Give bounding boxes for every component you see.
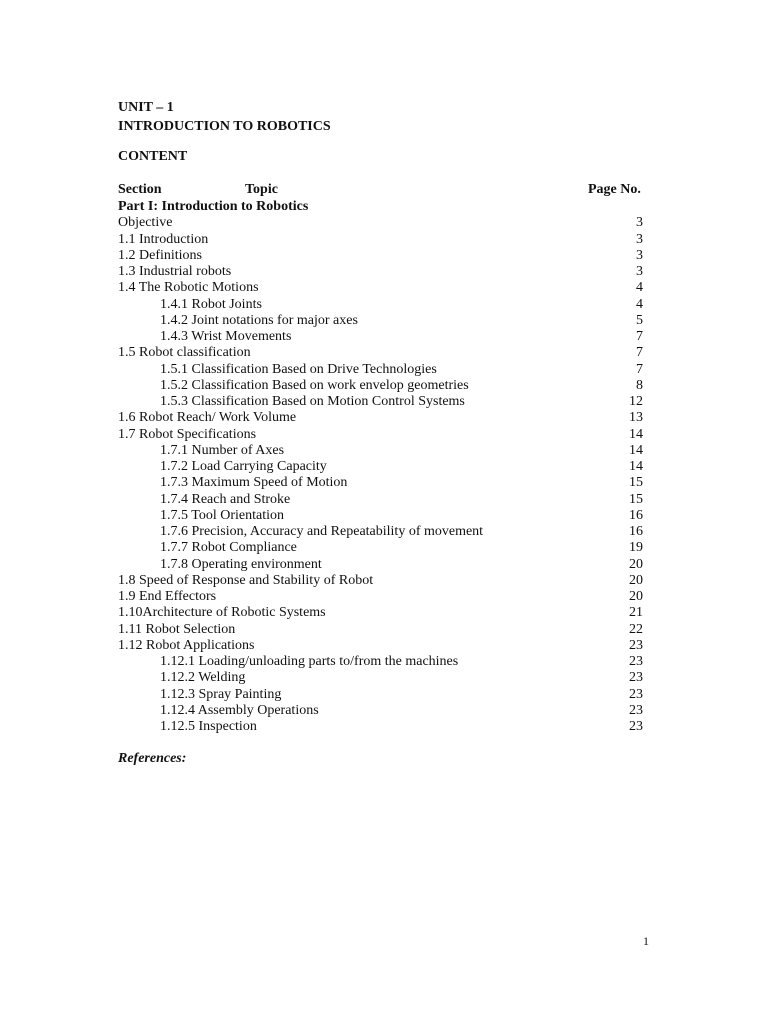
- toc-entry-page: 23: [629, 719, 643, 734]
- toc-entry-page: 23: [629, 670, 643, 686]
- toc-entry-page: 8: [636, 377, 643, 393]
- toc-entry-title: 1.1 Introduction: [118, 231, 209, 247]
- toc-entry: [118, 280, 643, 296]
- toc-entry: [118, 410, 643, 426]
- toc-entry-title: 1.6 Robot Reach/ Work Volume: [118, 410, 297, 426]
- toc-entry: [118, 589, 643, 605]
- toc-entry-title: 1.4.1 Robot Joints: [160, 296, 262, 312]
- toc-entry-title: Part I: Introduction to Robotics: [118, 199, 309, 214]
- toc-entry: [118, 394, 643, 410]
- page-number: 1: [643, 934, 649, 948]
- toc-entry-title: 1.12.3 Spray Painting: [160, 686, 282, 702]
- toc-entry-page: 3: [636, 264, 643, 279]
- toc-entry: [118, 670, 643, 686]
- toc-entry-title: 1.4.2 Joint notations for major axes: [160, 312, 358, 328]
- toc-entry: [118, 264, 643, 280]
- toc-entry-title: 1.10Architecture of Robotic Systems: [118, 605, 326, 621]
- toc-entry-page: 4: [636, 296, 643, 312]
- document-title: INTRODUCTION TO ROBOTICS: [118, 119, 331, 134]
- toc-entry: [118, 378, 643, 394]
- toc-entry-page: 15: [629, 475, 643, 491]
- toc-entry: [118, 297, 643, 313]
- toc-entry: [118, 215, 643, 231]
- toc-entry: [118, 573, 643, 589]
- toc-entry-title: 1.3 Industrial robots: [118, 264, 232, 279]
- toc-entry: [118, 459, 643, 475]
- references-label: References:: [118, 751, 187, 766]
- toc-entry: [118, 345, 643, 361]
- section-column-header: Section: [118, 182, 162, 197]
- toc-entry-page: 7: [636, 361, 643, 377]
- toc-entry: [118, 362, 643, 378]
- toc-entry-page: 20: [629, 589, 643, 604]
- table-of-contents: [118, 199, 643, 735]
- toc-entry-title: Objective: [118, 215, 173, 231]
- toc-entry-title: 1.7.5 Tool Orientation: [160, 507, 284, 523]
- toc-entry-title: 1.8 Speed of Response and Stability of Robot: [118, 572, 374, 588]
- toc-entry: [118, 687, 643, 703]
- heading-block: [118, 98, 331, 136]
- toc-entry-page: 14: [629, 459, 643, 474]
- toc-entry-title: 1.5 Robot classification: [118, 345, 251, 361]
- toc-entry: [118, 329, 643, 345]
- toc-entry-title: 1.7 Robot Specifications: [118, 426, 257, 442]
- toc-entry: [118, 703, 643, 719]
- topic-column-header: Topic: [245, 182, 278, 197]
- toc-entry-page: 23: [629, 637, 643, 653]
- unit-label: UNIT – 1: [118, 100, 174, 115]
- toc-entry-title: 1.5.3 Classification Based on Motion Control Systems: [160, 394, 465, 409]
- toc-entry-page: 15: [629, 491, 643, 507]
- toc-entry-title: 1.7.7 Robot Compliance: [160, 540, 297, 556]
- toc-entry: [118, 540, 643, 556]
- toc-entry-title: 1.7.8 Operating environment: [160, 556, 322, 572]
- toc-entry-title: 1.9 End Effectors: [118, 589, 217, 604]
- toc-entry-page: 13: [629, 410, 643, 426]
- toc-entry: [118, 427, 643, 443]
- toc-entry-title: 1.5.2 Classification Based on work envelop geometries: [160, 377, 469, 393]
- toc-entry-page: 20: [629, 572, 643, 588]
- toc-entry: [118, 248, 643, 264]
- toc-entry-page: 23: [629, 654, 643, 669]
- toc-entry-page: 16: [629, 507, 643, 523]
- toc-entry-title: 1.11 Robot Selection: [118, 621, 236, 637]
- toc-entry-title: 1.7.6 Precision, Accuracy and Repeatability of movement: [160, 524, 484, 539]
- toc-entry-page: 7: [636, 329, 643, 344]
- toc-entry: [118, 313, 643, 329]
- toc-entry-page: 4: [636, 280, 643, 296]
- toc-entry-page: 5: [636, 312, 643, 328]
- toc-entry-page: 21: [629, 605, 643, 621]
- toc-entry: [118, 719, 643, 735]
- toc-entry: [118, 654, 643, 670]
- toc-entry-title: 1.7.2 Load Carrying Capacity: [160, 459, 327, 474]
- toc-entry: [118, 492, 643, 508]
- toc-part-heading: [118, 199, 643, 215]
- toc-entry-page: 23: [629, 702, 643, 718]
- toc-entry-page: 16: [629, 524, 643, 539]
- toc-entry-page: 14: [629, 442, 643, 458]
- toc-entry-page: 20: [629, 556, 643, 572]
- toc-entry-page: 7: [636, 345, 643, 361]
- content-label: CONTENT: [118, 149, 188, 164]
- toc-entry: [118, 605, 643, 621]
- toc-entry: [118, 622, 643, 638]
- toc-entry-title: 1.12 Robot Applications: [118, 637, 255, 653]
- toc-entry-title: 1.4 The Robotic Motions: [118, 280, 259, 296]
- toc-entry-page: 12: [629, 394, 643, 409]
- toc-entry-page: 22: [629, 621, 643, 637]
- toc-entry: [118, 232, 643, 248]
- toc-entry-title: 1.7.1 Number of Axes: [160, 442, 285, 458]
- toc-entry: [118, 475, 643, 491]
- toc-entry-title: 1.4.3 Wrist Movements: [160, 329, 292, 344]
- toc-entry: [118, 443, 643, 459]
- toc-entry: [118, 638, 643, 654]
- page-column-header: Page No.: [588, 182, 641, 197]
- toc-entry: [118, 524, 643, 540]
- toc-entry-title: 1.2 Definitions: [118, 247, 202, 263]
- toc-entry-title: 1.12.5 Inspection: [160, 719, 257, 734]
- toc-entry: [118, 557, 643, 573]
- toc-entry-page: 19: [629, 540, 643, 556]
- toc-entry-page: 3: [636, 215, 643, 231]
- toc-entry-title: 1.12.1 Loading/unloading parts to/from the machines: [160, 654, 459, 669]
- toc-entry-title: 1.7.3 Maximum Speed of Motion: [160, 475, 348, 491]
- toc-entry-page: 3: [636, 247, 643, 263]
- toc-entry-page: 3: [636, 231, 643, 247]
- toc-entry-page: 23: [629, 686, 643, 702]
- toc-entry-title: 1.12.2 Welding: [160, 670, 246, 686]
- toc-entry-page: 14: [629, 426, 643, 442]
- toc-entry-title: 1.5.1 Classification Based on Drive Technologies: [160, 361, 437, 377]
- toc-entry-title: 1.7.4 Reach and Stroke: [160, 491, 291, 507]
- toc-entry-title: 1.12.4 Assembly Operations: [160, 702, 319, 718]
- toc-entry: [118, 508, 643, 524]
